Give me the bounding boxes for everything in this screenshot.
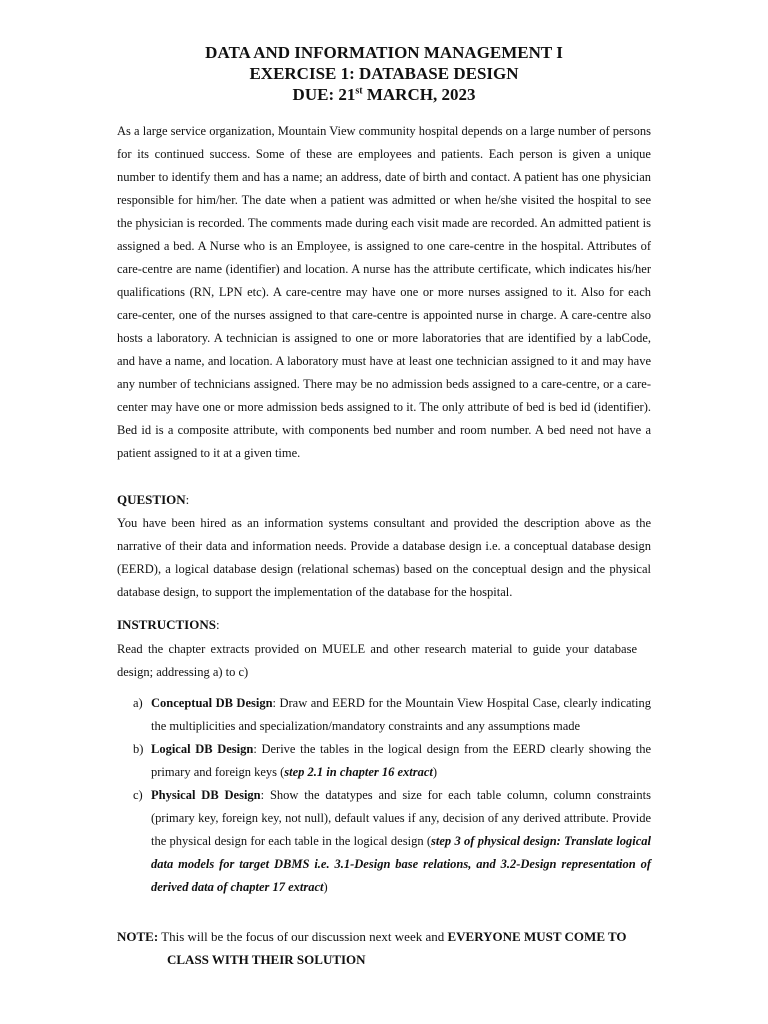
intro-paragraph: As a large service organization, Mountain View community hospital depends on a large number of persons for its continued success. Some of these are employees and patients. Each person is given a unique number to identify them and has a name; an address, date of birth and contact. A patient has one physician responsible for him/her. The date when a patient was admitted or when he/she visited the hospital to see the physician is recorded. The comments made during each visit made are recorded. An admitted patient is assigned a bed. A Nurse who is an Employee, is assigned to one care-centre in the hospital. Attributes of care-centre are name (identifier) and location. A nurse has the attribute certificate, which indicates his/her qualifications (RN, LPN etc). A care-centre may have one or more nurses assigned to it. Also for each care-center, one of the nurses assigned to that care-centre is appointed nurse in charge. A care-centre also hosts a laboratory. A technician is assigned to one or more laboratories that are identified by a labCode, and have a name, and location. A laboratory must have at least one technician assigned to it and may have any number of technicians assigned. There may be no admission beds assigned to a care-centre, or a care-center may have one or more admission beds assigned to it. The only attribute of bed is bed id (identifier). Bed id is a composite attribute, with components bed number and room number. A bed need not have a patient assigned to it at a given time. bbox=[117, 124, 651, 460]
list-item: c) Physical DB Design: Show the datatypes and size for each table column, column constraints (primary key, foreign key, not null), default values if any, decision of any derived attribute. Provide the physical design for each table in the logical design (step 3 of physical design: Translate logical data models for target DBMS i.e. 3.1-Design base relations, and 3.2-Design representation of derived data of chapter 17 extract) bbox=[133, 788, 651, 894]
instructions-paragraph: Read the chapter extracts provided on MUELE and other research material to guide your database design; addressing a) to c) bbox=[117, 642, 637, 679]
exercise-title: EXERCISE 1: DATABASE DESIGN bbox=[249, 64, 519, 83]
course-title: DATA AND INFORMATION MANAGEMENT I bbox=[205, 43, 563, 62]
question-heading: QUESTION: bbox=[117, 492, 190, 507]
due-date: DUE: 21st MARCH, 2023 bbox=[292, 85, 476, 104]
note-paragraph: NOTE: This will be the focus of our discussion next week and EVERYONE MUST COME TO CLASS WITH THEIR SOLUTION bbox=[117, 929, 627, 967]
instructions-heading: INSTRUCTIONS: bbox=[117, 617, 220, 632]
instruction-list bbox=[133, 692, 651, 899]
title-block bbox=[0, 42, 768, 105]
list-item: a) Conceptual DB Design: Draw and EERD for the Mountain View Hospital Case, clearly indicating the multiplicities and specialization/mandatory constraints and any assumptions made bbox=[133, 696, 652, 733]
list-item: b) Logical DB Design: Derive the tables in the logical design from the EERD clearly showing the primary and foreign keys (step 2.1 in chapter 16 extract) bbox=[133, 742, 652, 779]
question-paragraph: You have been hired as an information systems consultant and provided the description above as the narrative of their data and information needs. Provide a database design i.e. a conceptual database design (EERD), a logical database design (relational schemas) based on the conceptual design and the physical database design, to support the implementation of the database for the hospital. bbox=[117, 516, 651, 599]
